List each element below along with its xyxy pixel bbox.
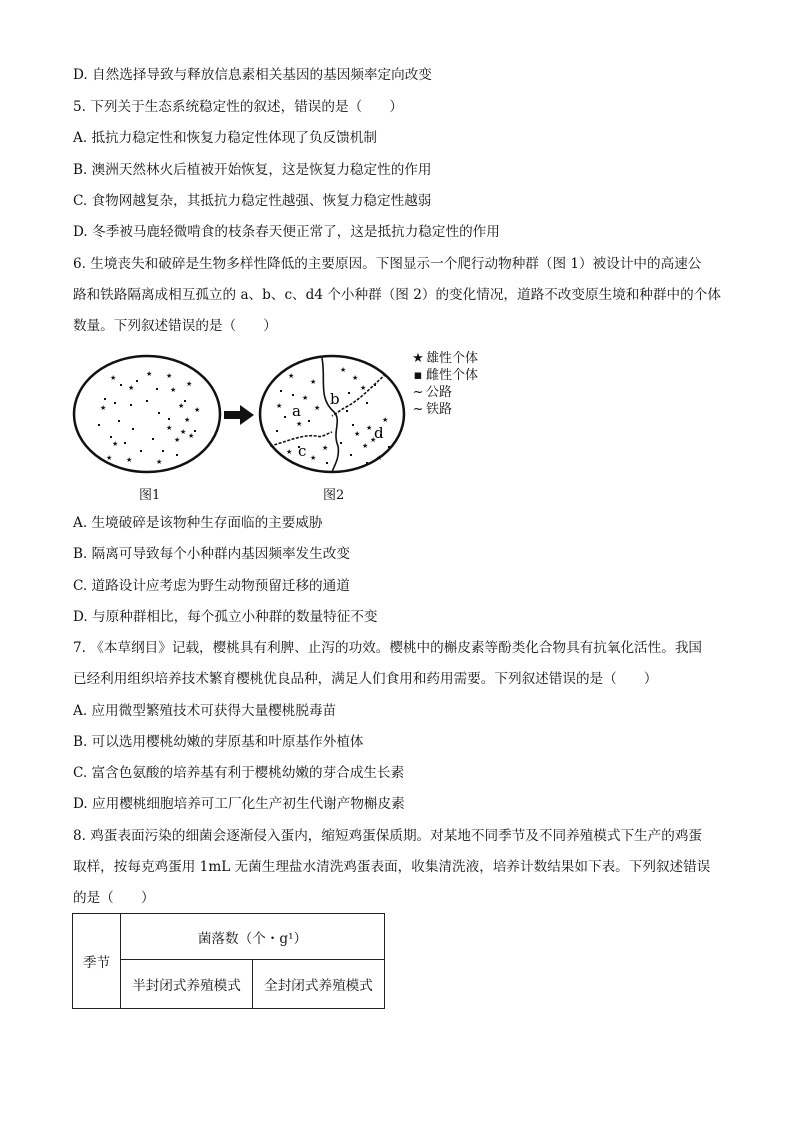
svg-text:★: ★ [128, 384, 135, 392]
railway-line [332, 374, 386, 416]
svg-text:★: ★ [276, 402, 283, 410]
highway-line-icon: ~ [412, 385, 424, 400]
highway-line [322, 358, 338, 472]
q7-option-b: B. 可以选用樱桃幼嫩的芽原基和叶原基作外植体 [73, 734, 364, 750]
q7-stem-line-2: 已经利用组织培养技术繁育樱桃优良品种，满足人们食用和药用需要。下列叙述错误的是（ ） [73, 671, 658, 687]
legend-female: ▪ 雌性个体 [410, 367, 478, 384]
svg-text:★: ★ [352, 374, 359, 382]
table-header-semi-closed: 半封闭式养殖模式 [121, 960, 253, 1009]
svg-text:★: ★ [184, 416, 191, 424]
q8-stem-line-2: 取样，按每克鸡蛋用 1mL 无菌生理盐水清洗鸡蛋表面，收集清洗液，培养计数结果如下表。下列叙述错误 [73, 859, 711, 875]
q6-option-b: B. 隔离可导致每个小种群内基因频率发生改变 [73, 546, 350, 562]
legend-male: ★ 雄性个体 [410, 350, 478, 367]
q5-option-b: B. 澳洲天然林火后植被开始恢复，这是恢复力稳定性的作用 [73, 162, 432, 178]
q6-stem-line-2: 路和铁路隔离成相互孤立的 a、b、c、d4 个小种群（图 2）的变化情况，道路不改变原生境和种群中的个体 [73, 287, 721, 303]
q8-stem-line-3: 的是（ ） [73, 890, 155, 906]
arrow-icon [224, 405, 254, 425]
svg-text:★: ★ [310, 454, 317, 462]
star-icon: ★ [412, 351, 424, 366]
svg-text:★: ★ [166, 424, 173, 432]
svg-text:★: ★ [310, 378, 317, 386]
svg-text:★: ★ [286, 448, 293, 456]
svg-text:★: ★ [166, 372, 173, 380]
region-label-b: b [330, 390, 340, 408]
table-header-colony-count: 菌落数（个・g¹） [121, 914, 385, 960]
region-label-c: c [298, 442, 307, 460]
dot-icon: ▪ [413, 368, 423, 383]
svg-text:★: ★ [314, 404, 321, 412]
region-label-a: a [292, 402, 301, 420]
figure-2-fragmented-circle [260, 356, 404, 472]
svg-text:★: ★ [340, 366, 347, 374]
svg-text:★: ★ [194, 406, 201, 414]
q7-option-a: A. 应用微型繁殖技术可获得大量樱桃脱毒苗 [73, 703, 337, 719]
q5-option-d: D. 冬季被马鹿轻微啃食的枝条春天便正常了，这是抵抗力稳定性的作用 [73, 224, 500, 240]
figure-2-caption: 图2 [323, 488, 345, 503]
svg-text:★: ★ [156, 458, 163, 466]
svg-text:★: ★ [180, 428, 187, 436]
svg-text:★: ★ [146, 370, 153, 378]
q5-option-c: C. 食物网越复杂，其抵抗力稳定性越强、恢复力稳定性越弱 [73, 193, 432, 209]
region-label-d: d [374, 424, 384, 442]
q5-stem: 5. 下列关于生态系统稳定性的叙述，错误的是（ ） [73, 99, 403, 115]
q7-option-d: D. 应用樱桃细胞培养可工厂化生产初生代谢产物槲皮素 [73, 796, 405, 812]
figure-1-population-circle [74, 356, 220, 472]
svg-text:★: ★ [170, 386, 177, 394]
svg-text:★: ★ [296, 420, 303, 428]
svg-text:★: ★ [370, 436, 377, 444]
svg-text:★: ★ [362, 442, 369, 450]
legend-highway: ~ 公路 [410, 384, 478, 401]
colony-count-table [72, 913, 385, 1009]
q6-stem-line-1: 6. 生境丧失和破碎是生物多样性降低的主要原因。下图显示一个爬行动物种群（图 1）被设计中的高速公 [73, 256, 702, 272]
svg-text:★: ★ [376, 454, 383, 462]
figure-1-caption: 图1 [139, 488, 161, 503]
q7-stem-line-1: 7. 《本草纲目》记载，樱桃具有利脾、止泻的功效。樱桃中的槲皮素等酚类化合物具有抗氧化活性。我国 [73, 640, 703, 656]
svg-text:★: ★ [110, 374, 117, 382]
svg-text:★: ★ [174, 436, 181, 444]
svg-text:★: ★ [302, 394, 309, 402]
svg-text:★: ★ [288, 372, 295, 380]
svg-text:★: ★ [188, 432, 195, 440]
table-header-season: 季节 [73, 914, 121, 1009]
svg-text:★: ★ [100, 404, 107, 412]
q6-option-c: C. 道路设计应考虑为野生动物预留迁移的通道 [73, 578, 350, 594]
svg-text:★: ★ [322, 444, 329, 452]
q8-stem-line-1: 8. 鸡蛋表面污染的细菌会逐渐侵入蛋内，缩短鸡蛋保质期。对某地不同季节及不同养殖模式下生产的鸡蛋 [73, 828, 703, 844]
svg-text:★: ★ [366, 424, 373, 432]
figure-legend [410, 350, 478, 418]
q4-option-d: D. 自然选择导致与释放信息素相关基因的基因频率定向改变 [73, 67, 432, 83]
q6-option-a: A. 生境破碎是该物种生存面临的主要威胁 [73, 515, 323, 531]
q6-option-d: D. 与原种群相比，每个孤立小种群的数量特征不变 [73, 609, 378, 625]
q5-option-a: A. 抵抗力稳定性和恢复力稳定性体现了负反馈机制 [73, 130, 377, 146]
svg-text:★: ★ [354, 430, 361, 438]
svg-text:★: ★ [112, 440, 119, 448]
q6-stem-line-3: 数量。下列叙述错误的是（ ） [73, 318, 277, 334]
table-header-fully-closed: 全封闭式养殖模式 [253, 960, 385, 1009]
svg-text:★: ★ [178, 402, 185, 410]
railway-line-icon: ~ [412, 402, 424, 417]
svg-text:★: ★ [186, 380, 193, 388]
legend-railway: ~ 铁路 [410, 401, 478, 418]
svg-text:★: ★ [106, 454, 113, 462]
svg-text:★: ★ [382, 416, 389, 424]
q7-option-c: C. 富含色氨酸的培养基有利于樱桃幼嫩的芽合成生长素 [73, 765, 405, 781]
svg-text:★: ★ [360, 384, 367, 392]
svg-text:★: ★ [126, 456, 133, 464]
